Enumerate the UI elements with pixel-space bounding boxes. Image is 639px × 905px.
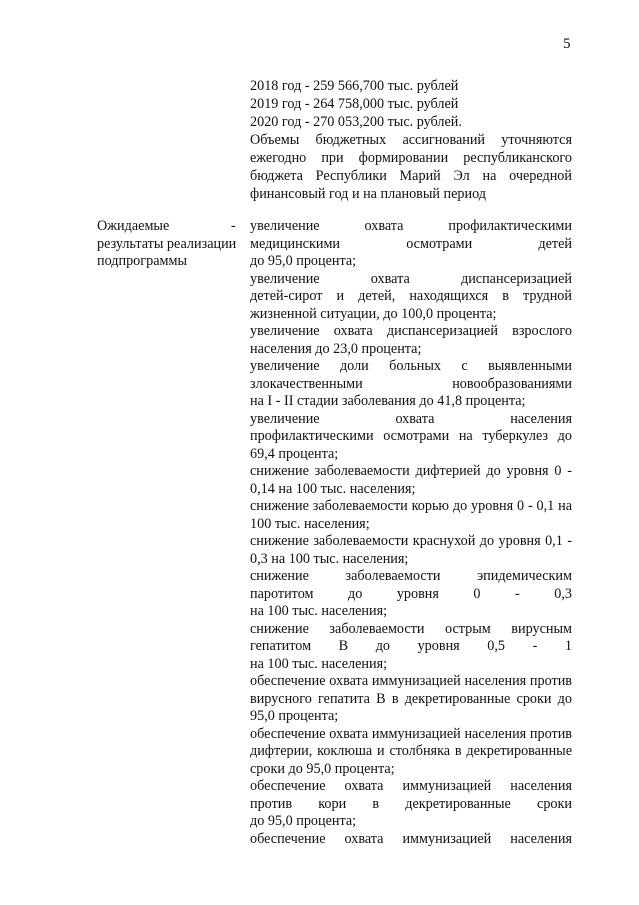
- result-line: снижение заболеваемости острым вирусным: [250, 620, 572, 637]
- result-line: профилактическими осмотрами на туберкулез до 69,4 процента;: [250, 428, 572, 462]
- expected-results-list: [250, 218, 572, 848]
- result-item: обеспечение охвата иммунизацией населения против вирусного гепатита В в декретированные сроки до 95,0 процента;: [250, 673, 572, 724]
- result-item: [250, 218, 572, 271]
- result-line: увеличение охвата профилактическими: [250, 218, 572, 234]
- result-item: снижение заболеваемости краснухой до уровня 0,1 - 0,3 на 100 тыс. населения;: [250, 533, 572, 567]
- result-item: [250, 621, 572, 674]
- result-item: увеличение охвата диспансеризацией взрослого населения до 23,0 процента;: [250, 323, 572, 357]
- result-line: снижение заболеваемости эпидемическим: [250, 568, 572, 584]
- result-line: гепатитом В до уровня 0,5 - 1: [250, 638, 572, 654]
- page-number: 5: [563, 36, 571, 52]
- result-line: увеличение охвата населения: [250, 410, 572, 427]
- budget-line-2019: 2019 год - 264 758,000 тыс. рублей: [250, 96, 459, 112]
- result-line: на I - II стадии заболевания до 41,8 процента;: [250, 393, 526, 409]
- result-item: [250, 831, 572, 849]
- result-line: злокачественными новообразованиями: [250, 375, 572, 392]
- result-line: до 95,0 процента;: [250, 253, 357, 269]
- result-line: на 100 тыс. населения;: [250, 655, 388, 672]
- result-line: против кори в декретированные сроки: [250, 795, 572, 812]
- result-item: [250, 568, 572, 621]
- result-line: увеличение охвата диспансеризацией: [250, 270, 572, 287]
- result-item: обеспечение охвата иммунизацией населения против дифтерии, коклюша и столбняка в декретированные сроки до 95,0 процента;: [250, 725, 572, 777]
- result-line: увеличение доли больных с выявленными: [250, 358, 572, 374]
- section-label: Ожидаемые результаты реализации подпрограммы: [97, 218, 237, 269]
- result-line: на 100 тыс. населения;: [250, 603, 388, 619]
- result-line: обеспечение охвата иммунизацией населения: [250, 778, 572, 794]
- result-line: паротитом до уровня 0 - 0,3: [250, 585, 572, 602]
- result-item: [250, 778, 572, 831]
- budget-line-2020: 2020 год - 270 053,200 тыс. рублей.: [250, 114, 462, 130]
- budget-line-2018: 2018 год - 259 566,700 тыс. рублей: [250, 78, 459, 94]
- result-line: медицинскими осмотрами детей: [250, 235, 572, 252]
- result-line: обеспечение охвата иммунизацией населения: [250, 830, 572, 847]
- result-item: [250, 271, 572, 324]
- result-item: снижение заболеваемости корью до уровня 0 - 0,1 на 100 тыс. населения;: [250, 498, 572, 532]
- result-line: детей-сирот и детей, находящихся в трудной жизненной ситуации, до 100,0 процента;: [250, 288, 572, 322]
- result-item: снижение заболеваемости дифтерией до уровня 0 - 0,14 на 100 тыс. населения;: [250, 463, 572, 497]
- budget-note: Объемы бюджетных ассигнований уточняются ежегодно при формировании республиканского бюджета Республики Марий Эл на очередной финансовый год и на плановый период: [250, 132, 572, 202]
- result-line: до 95,0 процента;: [250, 813, 357, 829]
- budget-block: [250, 77, 572, 203]
- result-item: [250, 358, 572, 411]
- result-item: [250, 411, 572, 464]
- section-dash: -: [231, 218, 236, 234]
